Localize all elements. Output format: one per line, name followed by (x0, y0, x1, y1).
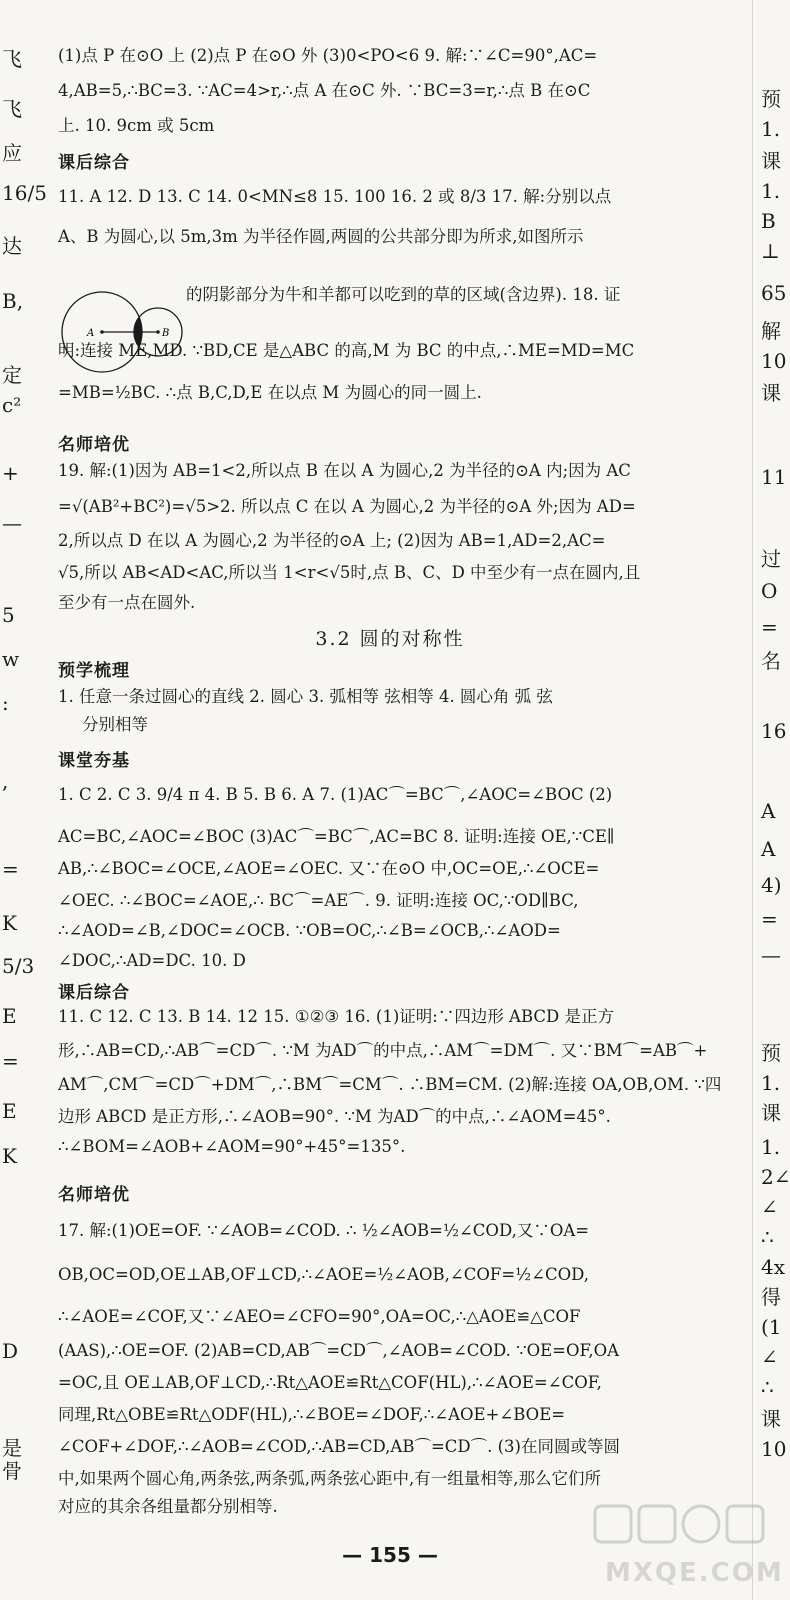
right-fragment: 10 (761, 1437, 787, 1461)
text-line: 形,∴AB=CD,∴AB⌒=CD⌒. ∵M 为AD⌒的中点,∴AM⌒=DM⌒. 又∵BM⌒=AB⌒+ (58, 1041, 708, 1060)
right-fragment: B (761, 209, 776, 233)
text-line: 19. 解:(1)因为 AB=1<2,所以点 B 在以 A 为圆心,2 为半径的⊙A 内;因为 AC (58, 461, 631, 480)
text-line: 同理,Rt△OBE≌Rt△ODF(HL),∴∠BOE=∠DOF,∴∠AOE+∠BOE= (58, 1405, 566, 1424)
right-fragment: = (761, 907, 778, 931)
left-fragment: K (2, 911, 17, 935)
right-fragment: = (761, 615, 778, 639)
left-fragment: 定 (2, 363, 22, 387)
text-line: 对应的其余各组量都分别相等. (58, 1497, 278, 1516)
text-line: √5,所以 AB<AD<AC,所以当 1<r<√5时,点 B、C、D 中至少有一点在圆内,且 (58, 563, 641, 582)
text-line: 的阴影部分为牛和羊都可以吃到的草的区域(含边界). 18. 证 (186, 285, 621, 304)
center-b-dot (156, 330, 160, 334)
text-line: =√(AB²+BC²)=√5>2. 所以点 C 在以 A 为圆心,2 为半径的⊙A 外;因为 AD= (58, 497, 636, 516)
text-line: ∠OEC. ∴∠BOC=∠AOE,∴ BC⌒=AE⌒. 9. 证明:连接 OC,∵OD∥BC, (58, 891, 579, 910)
section-heading-kehou-2: 课后综合 (58, 983, 130, 1003)
section-heading-mingshi: 名师培优 (58, 435, 130, 455)
left-fragment: 骨 (2, 1459, 22, 1483)
text-line: 1. 任意一条过圆心的直线 2. 圆心 3. 弧相等 弦相等 4. 圆心角 弧 弦 (58, 687, 553, 706)
left-fragment: 16/5 (2, 181, 47, 205)
text-line: AB,∴∠BOC=∠OCE,∠AOE=∠OEC. 又∵在⊙O 中,OC=OE,∴∠OCE= (58, 859, 600, 878)
right-fragment: 1. (761, 179, 781, 203)
right-fragment: 课 (761, 1101, 781, 1125)
section-heading-mingshi-2: 名师培优 (58, 1185, 130, 1205)
text-line: OB,OC=OD,OE⊥AB,OF⊥CD,∴∠AOE=½∠AOB,∠COF=½∠COD, (58, 1265, 590, 1284)
text-line: =OC,且 OE⊥AB,OF⊥CD,∴Rt△AOE≌Rt△COF(HL),∴∠AOE=∠COF, (58, 1373, 602, 1392)
right-fragment: 1. (761, 117, 781, 141)
right-fragment: 课 (761, 1407, 781, 1431)
text-line: 11. C 12. C 13. B 14. 12 15. ①②③ 16. (1)证明:∵四边形 ABCD 是正方 (58, 1007, 615, 1026)
right-fragment: 4) (761, 873, 782, 897)
right-fragment: ∠ (761, 1195, 778, 1219)
page-number: — 155 — (342, 1543, 438, 1567)
text-line: AM⌒,CM⌒=CD⌒+DM⌒,∴BM⌒=CM⌒. ∴BM=CM. (2)解:连接 OA,OB,OM. ∵四 (58, 1075, 722, 1094)
left-fragment: : (2, 691, 9, 715)
text-line: 2,所以点 D 在以 A 为圆心,2 为半径的⊙A 上; (2)因为 AB=1,AD=2,AC= (58, 531, 606, 550)
left-fragment: = (2, 1049, 19, 1073)
right-fragment: ∴ (761, 1225, 774, 1249)
center-a-dot (100, 330, 104, 334)
text-line: 至少有一点在圆外. (58, 593, 196, 612)
text-line: ∴∠AOE=∠COF,又∵∠AEO=∠CFO=90°,OA=OC,∴△AOE≌△COF (58, 1307, 581, 1326)
right-gutter-fragments (752, 0, 788, 1600)
left-fragment: w (2, 647, 20, 671)
text-line: AC=BC,∠AOC=∠BOC (3)AC⌒=BC⌒,AC=BC 8. 证明:连接 OE,∵CE∥ (58, 827, 615, 846)
left-fragment: , (2, 769, 9, 793)
text-line: 明:连接 ME,MD. ∵BD,CE 是△ABC 的高,M 为 BC 的中点,∴ME=MD=MC (58, 341, 635, 360)
left-fragment: K (2, 1144, 17, 1168)
right-fragment: 过 (761, 547, 781, 571)
left-fragment: 飞 (2, 47, 22, 71)
right-fragment: 名 (761, 649, 781, 673)
left-fragment: E (2, 1099, 17, 1123)
text-line: ∴∠BOM=∠AOB+∠AOM=90°+45°=135°. (58, 1137, 406, 1156)
text-line: 17. 解:(1)OE=OF. ∵∠AOB=∠COD. ∴ ½∠AOB=½∠COD,又∵OA= (58, 1221, 590, 1240)
left-fragment: 飞 (2, 97, 22, 121)
text-line: 分别相等 (82, 715, 148, 734)
two-circles-figure (58, 288, 184, 376)
left-fragment: D (2, 1339, 19, 1363)
left-fragment: + (2, 461, 19, 485)
left-fragment: B, (2, 289, 24, 313)
text-line: ∠COF+∠DOF,∴∠AOB=∠COD,∴AB=CD,AB⌒=CD⌒. (3)在同圆或等圆 (58, 1437, 620, 1456)
right-fragment: 1. (761, 1071, 781, 1095)
text-line: =MB=½BC. ∴点 B,C,D,E 在以点 M 为圆心的同一圆上. (58, 383, 482, 402)
left-fragment: = (2, 857, 19, 881)
right-fragment: 65 (761, 281, 787, 305)
left-fragment: c² (2, 393, 22, 417)
left-fragment: E (2, 1004, 17, 1028)
right-fragment: 预 (761, 87, 781, 111)
right-fragment: 2∠ (761, 1165, 790, 1189)
right-fragment: 16 (761, 719, 787, 743)
right-fragment: 解 (761, 319, 781, 343)
label-a: A (87, 328, 95, 339)
section-heading-yuxue: 预学梳理 (58, 661, 130, 681)
watermark-stamp (575, 1498, 784, 1593)
label-b: B (162, 328, 170, 339)
right-fragment: ∠ (761, 1345, 778, 1369)
right-fragment: 10 (761, 349, 787, 373)
text-line: (AAS),∴OE=OF. (2)AB=CD,AB⌒=CD⌒,∠AOB=∠COD. ∵OE=OF,OA (58, 1341, 620, 1360)
left-gutter-fragments (0, 0, 47, 1600)
left-fragment: 达 (2, 234, 22, 258)
right-fragment: A (761, 799, 776, 823)
right-fragment: 1. (761, 1135, 781, 1159)
text-line: 4,AB=5,∴BC=3. ∵AC=4>r,∴点 A 在⊙C 外. ∵BC=3=r,∴点 B 在⊙C (58, 81, 591, 100)
left-fragment: 应 (2, 141, 22, 165)
left-fragment: 5 (2, 603, 15, 627)
right-fragment: O (761, 579, 778, 603)
right-fragment: 课 (761, 149, 781, 173)
left-fragment: 是 (2, 1436, 22, 1460)
text-line: A、B 为圆心,以 5m,3m 为半径作圆,两圆的公共部分即为所求,如图所示 (58, 227, 584, 246)
right-fragment: (1 (761, 1315, 782, 1339)
left-fragment: 5/3 (2, 954, 35, 978)
text-line: 中,如果两个圆心角,两条弦,两条弧,两条弦心距中,有一组量相等,那么它们所 (58, 1469, 601, 1488)
text-line: 11. A 12. D 13. C 14. 0<MN≤8 15. 100 16. 2 或 8/3 17. 解:分别以点 (58, 187, 612, 206)
right-fragment: ⊥ (761, 239, 780, 263)
left-fragment: — (2, 511, 22, 535)
text-line: 边形 ABCD 是正方形,∴∠AOB=90°. ∵M 为AD⌒的中点,∴∠AOM=45°. (58, 1107, 611, 1126)
watermark-logo-icon (575, 1498, 775, 1558)
right-fragment: 4x (761, 1255, 786, 1279)
text-line: 1. C 2. C 3. 9/4 π 4. B 5. B 6. A 7. (1)AC⌒=BC⌒,∠AOC=∠BOC (2) (58, 785, 613, 804)
section-heading-kehou: 课后综合 (58, 153, 130, 173)
right-fragment: ∴ (761, 1375, 774, 1399)
right-fragment: 得 (761, 1285, 781, 1309)
right-fragment: 预 (761, 1041, 781, 1065)
right-fragment: — (761, 943, 781, 967)
text-line: ∴∠AOD=∠B,∠DOC=∠OCB. ∵OB=OC,∴∠B=∠OCB,∴∠AOD= (58, 921, 561, 940)
watermark-text: MXQE.COM (605, 1558, 784, 1588)
right-fragment: 11 (761, 465, 787, 489)
right-fragment: A (761, 837, 776, 861)
section-heading-ketang: 课堂夯基 (58, 751, 130, 771)
text-line: ∠DOC,∴AD=DC. 10. D (58, 951, 246, 970)
text-line: (1)点 P 在⊙O 上 (2)点 P 在⊙O 外 (3)0<PO<6 9. 解:∵∠C=90°,AC= (58, 46, 598, 65)
right-fragment: 课 (761, 381, 781, 405)
text-line: 上. 10. 9cm 或 5cm (58, 116, 215, 135)
section-title: 3.2 圆的对称性 (315, 628, 465, 650)
